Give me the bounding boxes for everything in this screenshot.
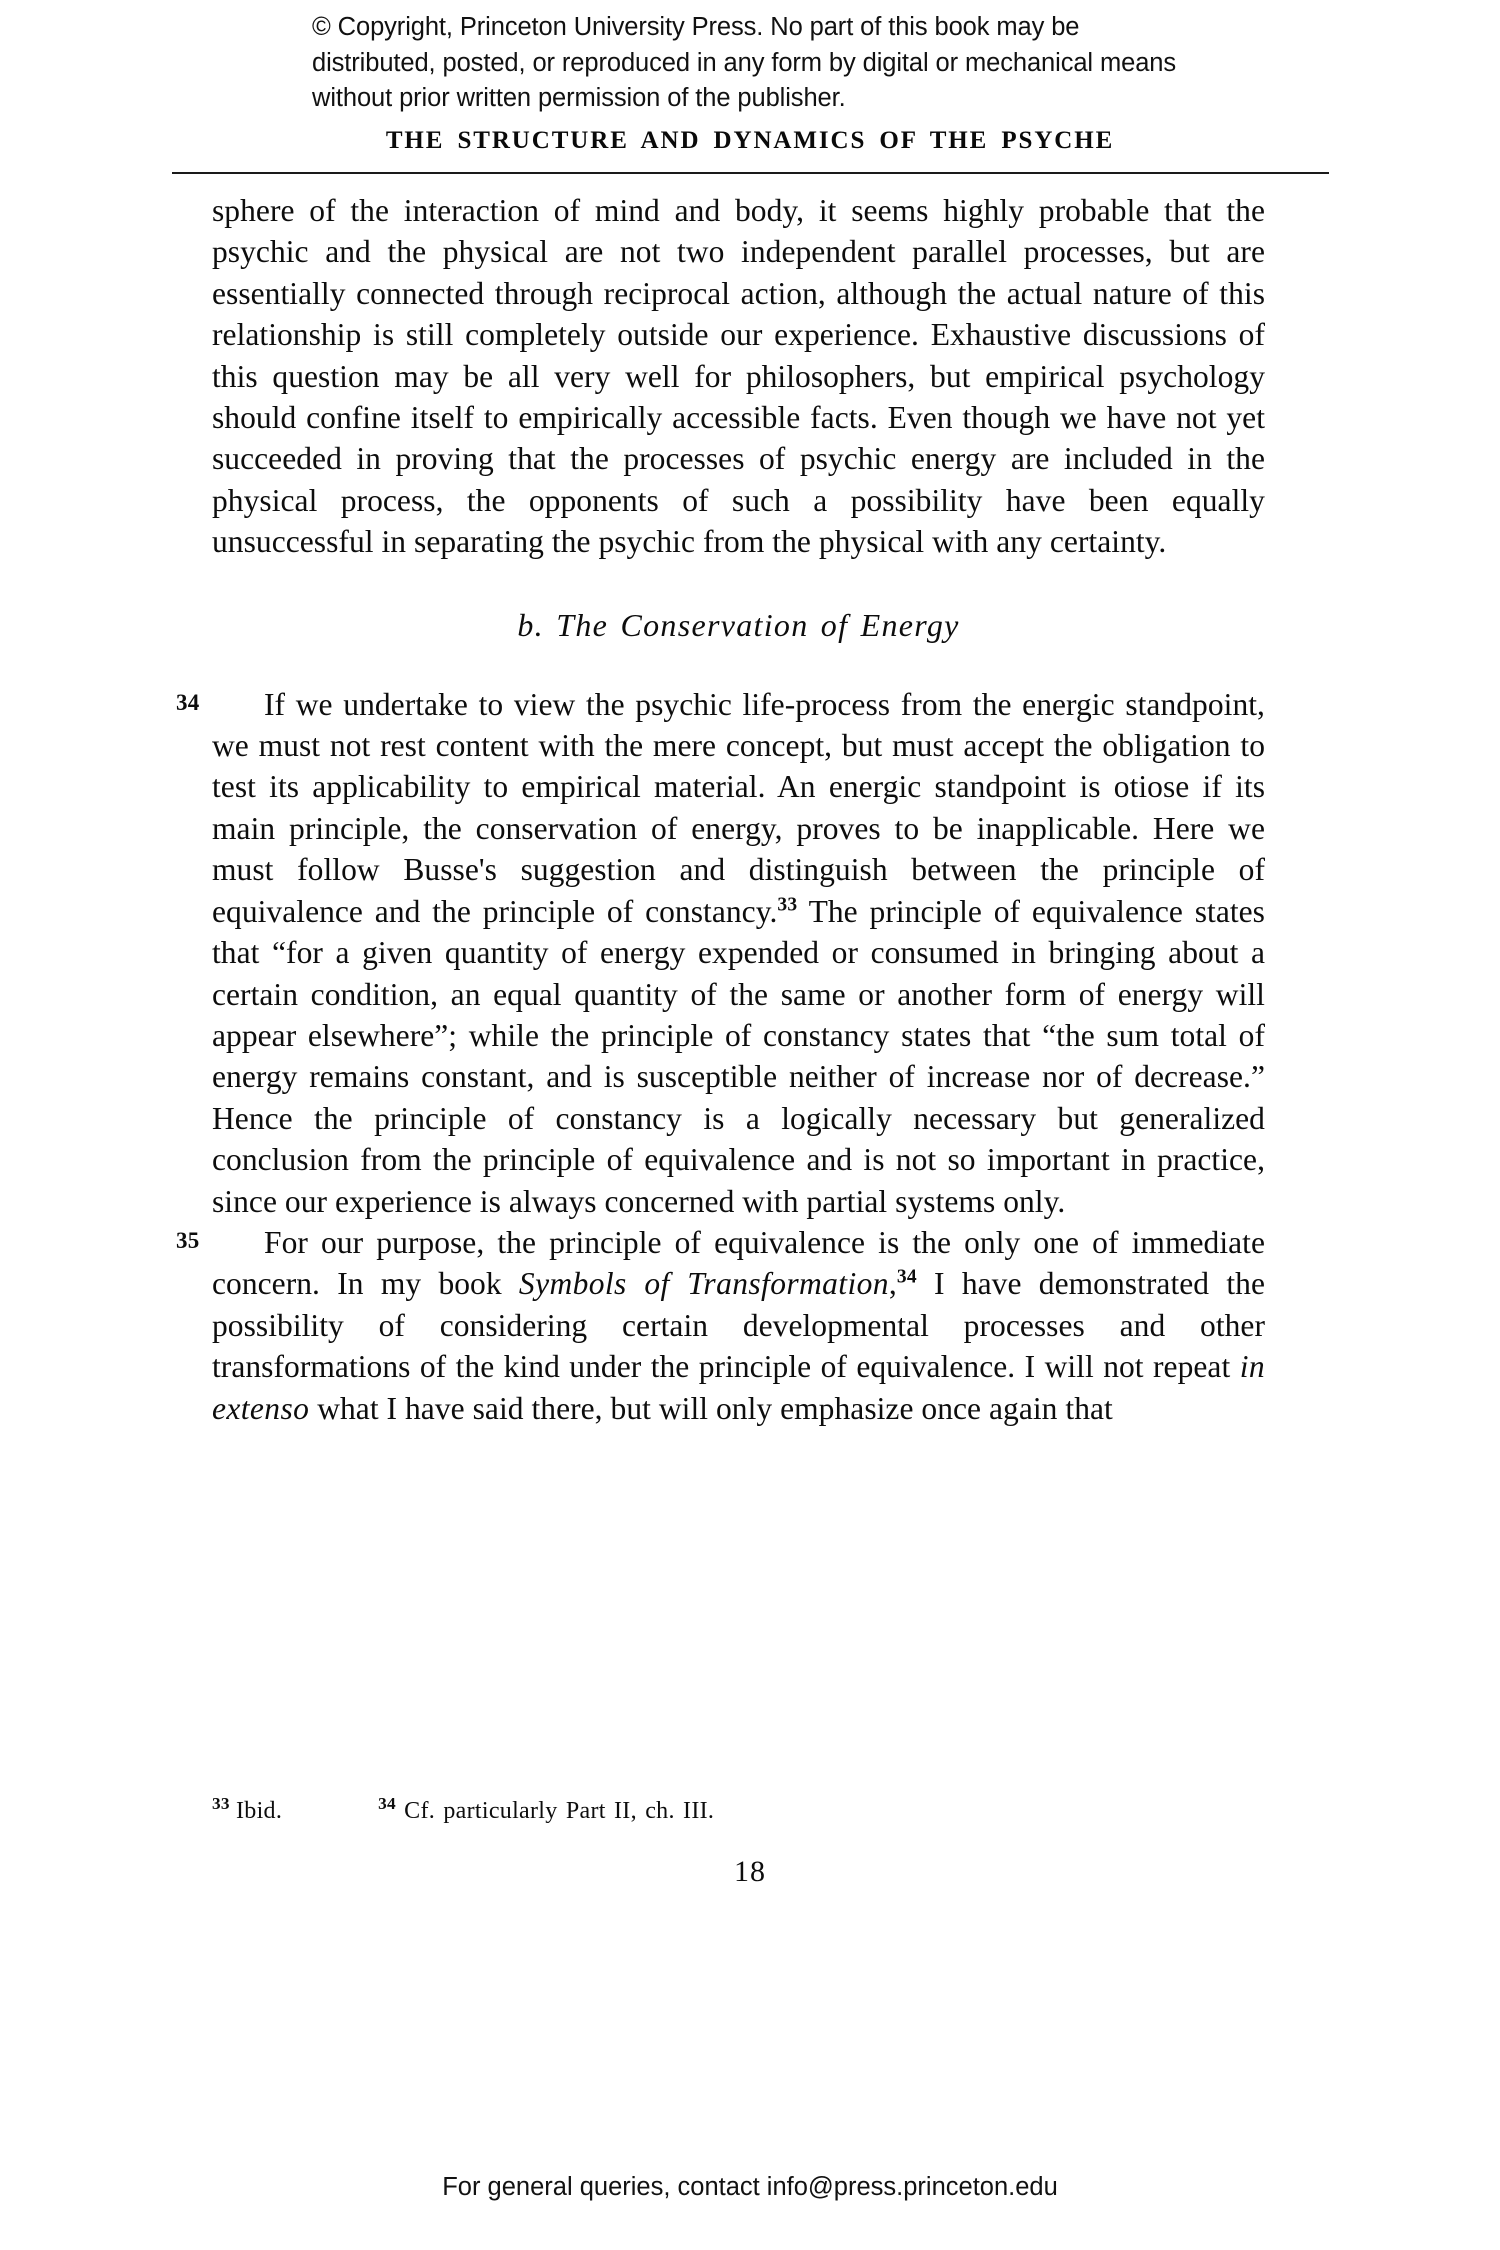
paragraph-text-part-2: The principle of equivalence states that “for a given quantity of energy expended or consumed in bringing about a certain condition, an equal quantity of the same or another form of energy will appear elsewhere”; while the principle of constancy states that “the sum total of energy remains constant, and is susceptible neither of increase nor of decrease.” Hence the principle of constancy is a logically necessary but generalized conclusion from the principle of equivalence and is not so important in practice, since our experience is always concerned with partial systems only.	[212, 893, 1265, 1219]
paragraph-text-part-2: ,	[888, 1266, 897, 1302]
paragraph-text-part-3: I have demonstrated the possibility of considering certain developmental processes and other transformations of the kind under the principle of equivalence. I will not repeat	[212, 1266, 1265, 1385]
copyright-notice: © Copyright, Princeton University Press. No part of this book may be distributed, posted, or reproduced in any form by digital or mechanical means without prior written permission of the publisher.	[312, 13, 1177, 112]
section-heading: b. The Conservation of Energy	[517, 606, 960, 643]
book-title-italic: Symbols of Transformation	[518, 1266, 889, 1302]
paragraph-text-part-4: what I have said there, but will only emphasize once again that	[309, 1390, 1113, 1426]
footer-queries-notice: For general queries, contact info@press.princeton.edu	[442, 2173, 1058, 2201]
continued-paragraph: sphere of the interaction of mind and body, it seems highly probable that the psychic and the physical are not two independent parallel processes, but are essentially connected through reciprocal action, although the actual nature of this relationship is still completely outside our experience. Exhaustive discussions of this question may be all very well for philosophers, but empirical psychology should confine itself to empirically accessible facts. Even though we have not yet succeeded in proving that the processes of psychic energy are included in the physical process, the opponents of such a possibility have been equally unsuccessful in separating the psychic from the physical with any certainty.	[212, 193, 1265, 560]
footnote-marker-34: 34	[378, 1794, 396, 1813]
numbered-paragraph-35	[176, 1222, 1265, 1429]
text-column	[176, 178, 1265, 1429]
header-rule	[172, 172, 1329, 174]
footnote-text-34: Cf. particularly Part II, ch. III.	[404, 1798, 715, 1824]
footnote-reference-34[interactable]: 34	[896, 1266, 917, 1288]
latin-phrase-italic: in extenso	[212, 1349, 1265, 1426]
page-number: 18	[734, 1855, 766, 1888]
footnotes-block	[212, 1796, 1265, 1826]
running-head: THE STRUCTURE AND DYNAMICS OF THE PSYCHE	[385, 127, 1115, 154]
paragraph-text-part-1: If we undertake to view the psychic life-process from the energic standpoint, we must not rest content with the mere concept, but must accept the obligation to test its applicability to empirical material. An energic standpoint is otiose if its main principle, the conservation of energy, proves to be inapplicable. Here we must follow Busse's suggestion and distinguish between the principle of equivalence and the principle of constancy.	[212, 686, 1265, 929]
footnote-reference-33[interactable]: 33	[777, 894, 798, 916]
footnote-marker-33: 33	[212, 1794, 230, 1813]
footnote-item-34	[378, 1796, 714, 1826]
numbered-paragraph-34	[176, 684, 1265, 1222]
paragraph-text	[212, 1222, 1265, 1429]
footnote-item-33	[212, 1796, 282, 1826]
paragraph-number: 34	[176, 689, 200, 715]
footnote-text-33: Ibid.	[235, 1798, 283, 1824]
paragraph-text	[212, 684, 1265, 1222]
paragraph-text-part-1: For our purpose, the principle of equivalence is the only one of immediate concern. In my book	[212, 1224, 1265, 1302]
paragraph-number: 35	[176, 1227, 200, 1253]
